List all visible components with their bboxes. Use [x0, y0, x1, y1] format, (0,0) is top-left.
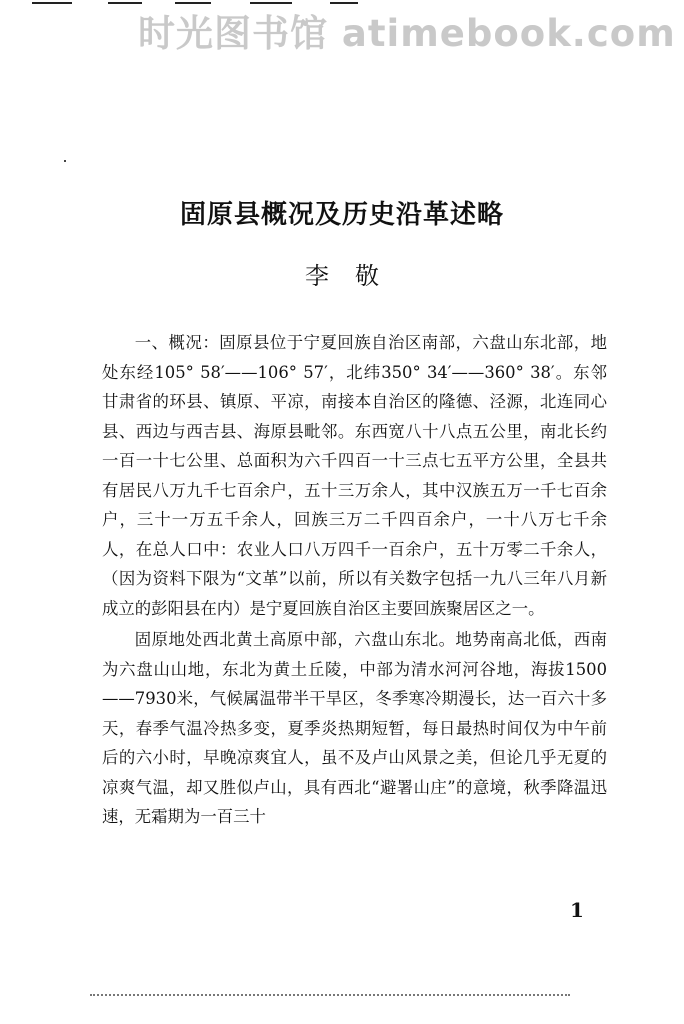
article-title: 固原县概况及历史沿革述略 [179, 200, 504, 230]
body-paragraph: 一、概况：固原县位于宁夏回族自治区南部，六盘山东北部，地处东经105° 58′——106° 57′，北纬350° 34′——360° 38′。东邻甘肃省的环县、镇原、平凉，南接本自治区的隆德、泾源，北连同心县、西边与西吉县、海原县毗邻。东西宽八十八点五公里，南北长约一百一十七公里、总面积为六千四百一十三点七五平方公里，全县共有居民八万九千七百余户，五十三万余人，其中汉族五万一千七百余户，三十一万五千余人，回族三万二千四百余户，一十八万七千余人，在总人口中：农业人口八万四千一百余户，五十万零二千余人，（因为资料下限为“文革”以前，所以有关数字包括一九八三年八月新成立的彭阳县在内）是宁夏回族自治区主要回族聚居区之一。 [102, 333, 607, 618]
body-paragraph: 固原地处西北黄土高原中部，六盘山东北。地势南高北低，西南为六盘山山地，东北为黄土丘陵，中部为清水河河谷地，海拔1500——7930米，气候属温带半干旱区，冬季寒冷期漫长，达一百六十多天，春季气温冷热多变，夏季炎热期短暂，每日最热时间仅为中午前后的六小时，早晚凉爽宜人，虽不及卢山风景之美，但论几乎无夏的凉爽气温，却又胜似卢山，具有西北“避署山庄”的意境，秋季降温迅速，无霜期为一百三十 [102, 630, 607, 826]
scan-speck [64, 160, 66, 162]
scan-bottom-edge [90, 994, 570, 998]
watermark: 时光图书馆 atimebook.com [138, 12, 676, 55]
article-author: 李敬 [305, 262, 405, 290]
article-body [102, 328, 607, 833]
page-number: 1 [570, 898, 584, 922]
